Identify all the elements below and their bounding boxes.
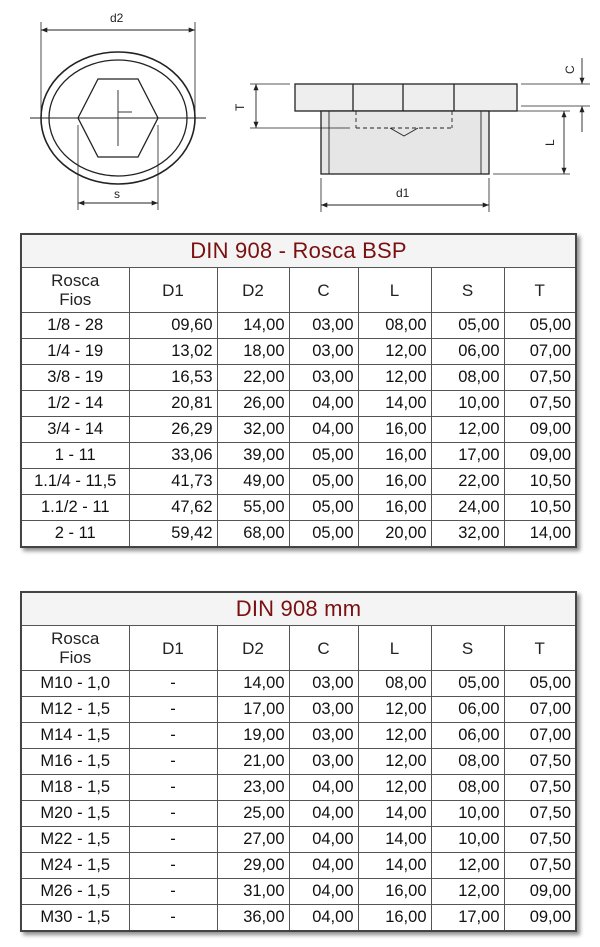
column-header-d2: D2 — [217, 268, 289, 313]
cell-rosca: M18 - 1,5 — [21, 775, 129, 801]
cell-c: 04,00 — [289, 827, 358, 853]
cell-l: 16,00 — [358, 905, 431, 932]
table-row — [21, 749, 576, 775]
cell-t: 07,50 — [504, 827, 576, 853]
cell-c: 03,00 — [289, 313, 358, 339]
cell-rosca: M16 - 1,5 — [21, 749, 129, 775]
cell-rosca: 1.1/4 - 11,5 — [21, 469, 129, 495]
cell-l: 12,00 — [358, 365, 431, 391]
table-row — [21, 671, 576, 697]
label-c: C — [563, 65, 577, 74]
column-header-rosca — [21, 268, 129, 313]
cell-s: 10,00 — [431, 801, 504, 827]
cell-t: 07,50 — [504, 749, 576, 775]
label-l: L — [543, 139, 557, 146]
cell-d1: 33,06 — [129, 443, 217, 469]
table-row — [21, 417, 576, 443]
cell-l: 12,00 — [358, 723, 431, 749]
cell-rosca: M14 - 1,5 — [21, 723, 129, 749]
cell-l: 16,00 — [358, 495, 431, 521]
column-header-s: S — [431, 268, 504, 313]
cell-d1: - — [129, 671, 217, 697]
cell-d1: 59,42 — [129, 521, 217, 548]
table-row — [21, 723, 576, 749]
cell-d2: 27,00 — [217, 827, 289, 853]
column-header-t: T — [504, 268, 576, 313]
cell-s: 08,00 — [431, 749, 504, 775]
column-header-rosca — [21, 626, 129, 671]
cell-c: 05,00 — [289, 443, 358, 469]
cell-d2: 18,00 — [217, 339, 289, 365]
cell-rosca: M22 - 1,5 — [21, 827, 129, 853]
table-rosca-bsp — [20, 233, 577, 548]
table-row — [21, 469, 576, 495]
cell-c: 03,00 — [289, 723, 358, 749]
cell-t: 10,50 — [504, 469, 576, 495]
cell-l: 20,00 — [358, 521, 431, 548]
cell-l: 08,00 — [358, 313, 431, 339]
cell-rosca: M10 - 1,0 — [21, 671, 129, 697]
cell-c: 05,00 — [289, 495, 358, 521]
cell-c: 04,00 — [289, 417, 358, 443]
table-body — [21, 313, 576, 548]
cell-d2: 68,00 — [217, 521, 289, 548]
header-rosca-line1: Rosca — [51, 629, 100, 648]
cell-t: 10,50 — [504, 495, 576, 521]
cell-d2: 49,00 — [217, 469, 289, 495]
cell-l: 14,00 — [358, 827, 431, 853]
cell-s: 12,00 — [431, 417, 504, 443]
cell-d1: - — [129, 853, 217, 879]
cell-c: 03,00 — [289, 365, 358, 391]
cell-l: 12,00 — [358, 775, 431, 801]
table-row — [21, 879, 576, 905]
cell-d2: 29,00 — [217, 853, 289, 879]
table-row — [21, 905, 576, 932]
cell-d2: 14,00 — [217, 313, 289, 339]
cell-rosca: M12 - 1,5 — [21, 697, 129, 723]
cell-d1: 26,29 — [129, 417, 217, 443]
cell-s: 06,00 — [431, 339, 504, 365]
cell-l: 16,00 — [358, 443, 431, 469]
cell-s: 12,00 — [431, 879, 504, 905]
technical-drawing — [0, 0, 600, 225]
cell-c: 03,00 — [289, 339, 358, 365]
cell-d1: - — [129, 775, 217, 801]
cell-s: 12,00 — [431, 853, 504, 879]
cell-d2: 32,00 — [217, 417, 289, 443]
cell-d2: 21,00 — [217, 749, 289, 775]
cell-l: 14,00 — [358, 801, 431, 827]
cell-l: 12,00 — [358, 339, 431, 365]
label-s: s — [114, 187, 120, 201]
table-title: DIN 908 - Rosca BSP — [21, 234, 576, 268]
cell-c: 03,00 — [289, 671, 358, 697]
cell-l: 16,00 — [358, 417, 431, 443]
top-view — [30, 22, 206, 210]
cell-c: 03,00 — [289, 749, 358, 775]
cell-t: 09,00 — [504, 443, 576, 469]
cell-s: 05,00 — [431, 313, 504, 339]
cell-d2: 39,00 — [217, 443, 289, 469]
cell-d1: - — [129, 749, 217, 775]
header-rosca-line2: Fios — [59, 290, 92, 309]
cell-s: 10,00 — [431, 391, 504, 417]
table-title: DIN 908 mm — [21, 592, 576, 626]
header-rosca-line2: Fios — [59, 648, 92, 667]
cell-l: 16,00 — [358, 469, 431, 495]
cell-c: 05,00 — [289, 521, 358, 548]
cell-c: 04,00 — [289, 391, 358, 417]
cell-d1: - — [129, 801, 217, 827]
cell-c: 04,00 — [289, 853, 358, 879]
cell-rosca: M24 - 1,5 — [21, 853, 129, 879]
cell-l: 14,00 — [358, 853, 431, 879]
cell-rosca: M30 - 1,5 — [21, 905, 129, 932]
cell-rosca: 3/4 - 14 — [21, 417, 129, 443]
cell-t: 09,00 — [504, 905, 576, 932]
cell-s: 06,00 — [431, 723, 504, 749]
cell-rosca: 1/4 - 19 — [21, 339, 129, 365]
cell-t: 14,00 — [504, 521, 576, 548]
cell-d1: - — [129, 879, 217, 905]
table-row — [21, 313, 576, 339]
table-row — [21, 697, 576, 723]
cell-d2: 36,00 — [217, 905, 289, 932]
cell-s: 10,00 — [431, 827, 504, 853]
table-row — [21, 827, 576, 853]
cell-rosca: 1/8 - 28 — [21, 313, 129, 339]
cell-s: 22,00 — [431, 469, 504, 495]
side-view — [250, 58, 590, 212]
cell-c: 04,00 — [289, 905, 358, 932]
cell-t: 07,00 — [504, 697, 576, 723]
cell-d1: - — [129, 697, 217, 723]
column-header-d2: D2 — [217, 626, 289, 671]
table-row — [21, 443, 576, 469]
cell-d1: 41,73 — [129, 469, 217, 495]
column-header-t: T — [504, 626, 576, 671]
cell-t: 07,50 — [504, 391, 576, 417]
cell-s: 24,00 — [431, 495, 504, 521]
cell-t: 09,00 — [504, 417, 576, 443]
cell-d2: 19,00 — [217, 723, 289, 749]
label-d2: d2 — [110, 11, 124, 25]
cell-rosca: 1/2 - 14 — [21, 391, 129, 417]
table-rosca-mm — [20, 591, 577, 932]
cell-d2: 22,00 — [217, 365, 289, 391]
cell-t: 07,50 — [504, 775, 576, 801]
cell-c: 04,00 — [289, 801, 358, 827]
cell-t: 07,00 — [504, 723, 576, 749]
cell-d1: - — [129, 905, 217, 932]
cell-t: 07,50 — [504, 801, 576, 827]
column-header-l: L — [358, 626, 431, 671]
cell-c: 05,00 — [289, 469, 358, 495]
column-header-c: C — [289, 626, 358, 671]
cell-t: 07,00 — [504, 339, 576, 365]
cell-d2: 26,00 — [217, 391, 289, 417]
cell-c: 04,00 — [289, 879, 358, 905]
cell-l: 14,00 — [358, 391, 431, 417]
column-header-l: L — [358, 268, 431, 313]
cell-d1: - — [129, 827, 217, 853]
cell-s: 32,00 — [431, 521, 504, 548]
table-row — [21, 391, 576, 417]
cell-l: 12,00 — [358, 697, 431, 723]
cell-l: 16,00 — [358, 879, 431, 905]
cell-d1: 20,81 — [129, 391, 217, 417]
cell-d2: 55,00 — [217, 495, 289, 521]
cell-d1: - — [129, 723, 217, 749]
cell-c: 04,00 — [289, 775, 358, 801]
cell-rosca: M26 - 1,5 — [21, 879, 129, 905]
cell-d1: 16,53 — [129, 365, 217, 391]
cell-t: 05,00 — [504, 313, 576, 339]
table-row — [21, 339, 576, 365]
cell-l: 08,00 — [358, 671, 431, 697]
cell-rosca: 1.1/2 - 11 — [21, 495, 129, 521]
table-row — [21, 853, 576, 879]
table-row — [21, 521, 576, 548]
column-header-c: C — [289, 268, 358, 313]
cell-l: 12,00 — [358, 749, 431, 775]
column-header-d1: D1 — [129, 626, 217, 671]
column-header-s: S — [431, 626, 504, 671]
column-header-d1: D1 — [129, 268, 217, 313]
cell-d2: 23,00 — [217, 775, 289, 801]
cell-d2: 25,00 — [217, 801, 289, 827]
cell-c: 03,00 — [289, 697, 358, 723]
table-row — [21, 775, 576, 801]
table-row — [21, 801, 576, 827]
cell-t: 05,00 — [504, 671, 576, 697]
cell-d2: 17,00 — [217, 697, 289, 723]
cell-rosca: 1 - 11 — [21, 443, 129, 469]
cell-d1: 09,60 — [129, 313, 217, 339]
header-rosca-line1: Rosca — [51, 271, 100, 290]
cell-s: 06,00 — [431, 697, 504, 723]
cell-d1: 13,02 — [129, 339, 217, 365]
table-row — [21, 495, 576, 521]
cell-s: 17,00 — [431, 905, 504, 932]
cell-rosca: 3/8 - 19 — [21, 365, 129, 391]
label-d1: d1 — [396, 186, 410, 200]
table-row — [21, 365, 576, 391]
table-body — [21, 671, 576, 932]
cell-s: 05,00 — [431, 671, 504, 697]
cell-s: 08,00 — [431, 365, 504, 391]
cell-s: 08,00 — [431, 775, 504, 801]
cell-s: 17,00 — [431, 443, 504, 469]
cell-d1: 47,62 — [129, 495, 217, 521]
cell-d2: 31,00 — [217, 879, 289, 905]
cell-t: 07,50 — [504, 365, 576, 391]
cell-rosca: M20 - 1,5 — [21, 801, 129, 827]
cell-t: 07,50 — [504, 853, 576, 879]
label-t: T — [233, 103, 247, 111]
cell-t: 09,00 — [504, 879, 576, 905]
cell-d2: 14,00 — [217, 671, 289, 697]
cell-rosca: 2 - 11 — [21, 521, 129, 548]
